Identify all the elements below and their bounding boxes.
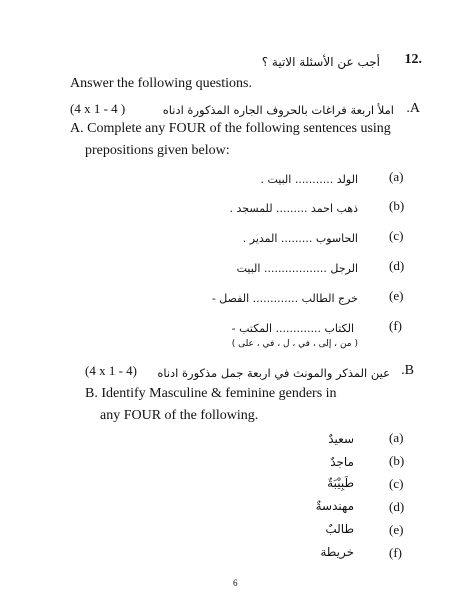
- part-b-item-f-text: خريطة: [320, 545, 354, 559]
- part-a-item-a-label: (a): [389, 169, 404, 184]
- part-a-item-e-label: (e): [389, 288, 404, 303]
- part-a-item-c-text: الحاسوب ......... المدير .: [242, 232, 358, 245]
- part-a-item-a-text: الولد ........... البيت .: [260, 173, 358, 186]
- part-a-item-d-text: الرجل .................. البيت: [236, 262, 358, 275]
- page-number: 6: [233, 578, 238, 588]
- part-a-marks: (4 x 1 - 4 ): [70, 101, 126, 116]
- part-a-preposition-options: ( من ، إلى ، في ، ل ، في ، على ): [231, 339, 358, 349]
- part-b-instruction-english-1: B. Identify Masculine & feminine genders in: [85, 386, 337, 401]
- part-a-item-d-label: (d): [389, 258, 405, 273]
- part-a-item-e-text: خرج الطالب ............. الفصل -: [211, 292, 358, 305]
- part-a-item-b-label: (b): [389, 198, 405, 213]
- part-b-item-f-label: (f): [389, 545, 402, 560]
- question-title-english: Answer the following questions.: [70, 76, 252, 91]
- part-b-marks: (4 x 1 - 4): [85, 363, 137, 378]
- part-a-letter: .A: [406, 101, 420, 116]
- part-b-instruction-arabic: عين المذكر والمونث في اربعة جمل مذكورة ادناه: [157, 366, 390, 380]
- part-a-item-b-text: ذهب احمد ......... للمسجد .: [229, 202, 358, 215]
- part-b-item-e-text: طالبٌ: [325, 522, 354, 536]
- part-b-item-e-label: (e): [389, 522, 404, 537]
- part-b-item-c-text: طَبِيْبَةٌ: [327, 476, 354, 490]
- part-a-item-c-label: (c): [389, 228, 404, 243]
- part-a-instruction-english-1: A. Complete any FOUR of the following sentences using: [70, 121, 391, 136]
- part-b-item-c-label: (c): [389, 476, 404, 491]
- part-b-item-b-label: (b): [389, 453, 405, 468]
- part-a-item-f-text: الكتاب ............. المكتب -: [231, 322, 354, 335]
- part-b-instruction-english-2: any FOUR of the following.: [100, 408, 259, 423]
- part-b-item-b-text: ماجدٌ: [330, 455, 354, 469]
- part-a-instruction-english-2: prepositions given below:: [85, 143, 230, 158]
- part-a-item-f-label: (f): [389, 318, 402, 333]
- part-b-item-a-text: سعيدٌ: [328, 432, 354, 446]
- part-b-item-d-text: مهندسةٌ: [315, 499, 354, 513]
- part-b-letter: .B: [401, 363, 414, 378]
- question-title-arabic: أجب عن الأسئلة الاتية ؟: [261, 55, 380, 69]
- part-a-instruction-arabic: املأ اربعة فراغات بالحروف الجاره المذكورة ادناه: [162, 103, 394, 117]
- question-number: 12.: [404, 52, 422, 67]
- part-b-item-a-label: (a): [389, 430, 404, 445]
- part-b-item-d-label: (d): [389, 499, 405, 514]
